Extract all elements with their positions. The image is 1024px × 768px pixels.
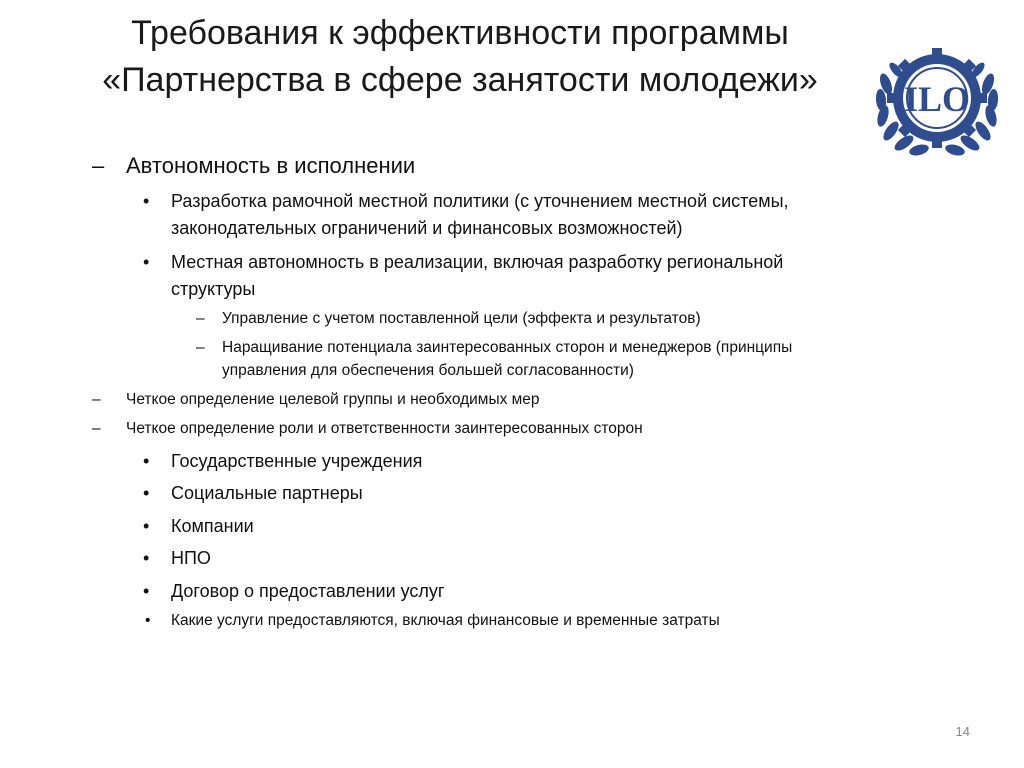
bullet-marker: • [143,516,150,536]
item-target-group: Четкое определение целевой группы и необходимых мер [126,391,540,408]
bullet-marker: • [145,612,151,629]
bullet-marker: • [143,191,150,211]
item-services-provided: Какие услуги предоставляются, включая финансовые и временные затраты [171,612,720,629]
item-capacity-line-2: управления для обеспечения большей согласованности) [222,362,634,379]
dash-marker: – [92,153,105,178]
item-policy-line-1: Разработка рамочной местной политики (с уточнением местной системы, [171,191,789,211]
page-number: 14 [955,724,970,739]
dash-marker: – [92,420,101,437]
item-service-contract: Договор о предоставлении услуг [171,581,445,601]
item-policy-line-2: законодательных ограничений и финансовых возможностей) [171,218,683,238]
bullet-marker: • [143,451,150,471]
dash-marker: – [196,310,205,327]
item-local-line-2: структуры [171,279,256,299]
item-ngo: НПО [171,548,211,568]
item-companies: Компании [171,516,254,536]
ilo-logo-text: ILO [903,79,971,119]
item-roles: Четкое определение роли и ответственности заинтересованных сторон [126,420,643,437]
slide-title-line-1: Требования к эффективности программы [131,14,789,52]
bullet-marker: • [143,581,150,601]
dash-marker: – [92,391,101,408]
bullet-marker: • [143,483,150,503]
slide-title-line-2: «Партнерства в сфере занятости молодежи» [102,61,818,99]
item-capacity-line-1: Наращивание потенциала заинтересованных сторон и менеджеров (принципы [222,339,793,356]
item-state-institutions: Государственные учреждения [171,451,423,471]
bullet-marker: • [143,548,150,568]
item-social-partners: Социальные партнеры [171,483,363,503]
dash-marker: – [196,339,205,356]
item-autonomy: Автономность в исполнении [126,153,416,178]
item-local-line-1: Местная автономность в реализации, включая разработку региональной [171,252,784,272]
item-goal-management: Управление с учетом поставленной цели (эффекта и результатов) [222,310,701,327]
bullet-marker: • [143,252,150,272]
